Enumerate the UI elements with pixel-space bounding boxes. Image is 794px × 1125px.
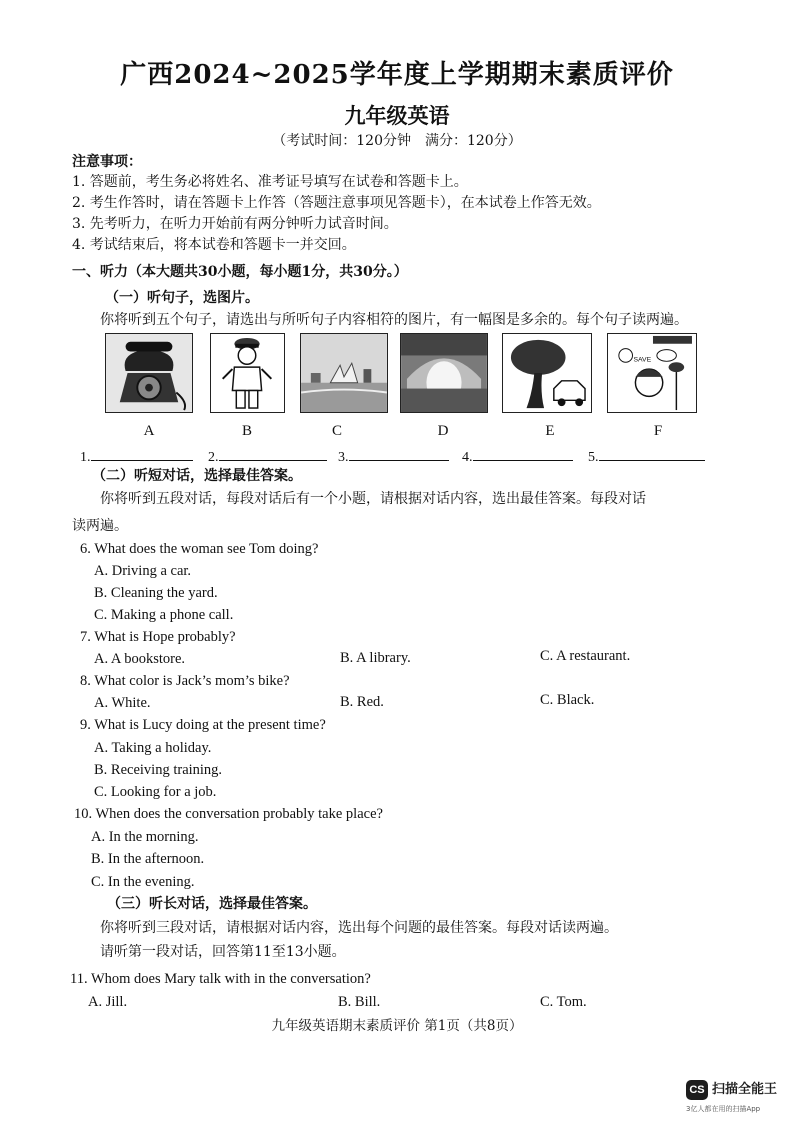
q10-option-a[interactable]: A. In the morning. bbox=[91, 829, 199, 845]
picture-d bbox=[400, 333, 488, 413]
q6-option-a[interactable]: A. Driving a car. bbox=[94, 563, 192, 579]
picture-label-c: C bbox=[331, 423, 342, 439]
picture-label-e: E bbox=[545, 423, 555, 439]
picture-label-a: A bbox=[143, 423, 155, 439]
q6-option-c[interactable]: C. Making a phone call. bbox=[94, 607, 234, 623]
exam-info: （考试时间：120分钟 满分：120分） bbox=[272, 133, 522, 149]
q8-option-b[interactable]: B. Red. bbox=[340, 694, 384, 710]
note-item-2: 2. 考生作答时，请在答题卡上作答（答题注意事项见答题卡），在本试卷上作答无效。 bbox=[72, 195, 601, 211]
part1-instruction: 你将听到五个句子，请选出与所听句子内容相符的图片，有一幅图是多余的。每个句子读两遍。 bbox=[100, 312, 688, 328]
q9-option-b[interactable]: B. Receiving training. bbox=[94, 762, 223, 778]
part1-heading: （一）听句子，选图片。 bbox=[105, 290, 259, 306]
note-item-4: 4. 考试结束后，将本试卷和答题卡一并交回。 bbox=[72, 237, 356, 253]
q11-option-b[interactable]: B. Bill. bbox=[338, 994, 381, 1010]
part3-heading: （三）听长对话，选择最佳答案。 bbox=[107, 896, 317, 912]
part3-sub-instruction: 请听第一段对话，回答第11至13小题。 bbox=[100, 944, 346, 960]
exam-subtitle: 九年级英语 bbox=[344, 103, 450, 128]
answer-blank-4[interactable]: 4. bbox=[462, 446, 573, 466]
q10-option-c[interactable]: C. In the evening. bbox=[91, 874, 195, 890]
picture-label-f: F bbox=[653, 423, 663, 439]
note-item-1: 1. 答题前，考生务必将姓名、准考证号填写在试卷和答题卡上。 bbox=[72, 174, 468, 190]
answer-blank-3[interactable]: 3. bbox=[338, 446, 449, 466]
camscanner-logo-icon: CS bbox=[686, 1080, 708, 1100]
q8-option-a[interactable]: A. White. bbox=[94, 695, 151, 711]
q9-option-c[interactable]: C. Looking for a job. bbox=[94, 784, 217, 800]
q6-option-b[interactable]: B. Cleaning the yard. bbox=[94, 585, 218, 601]
q10-option-b[interactable]: B. In the afternoon. bbox=[91, 851, 205, 867]
picture-a bbox=[105, 333, 193, 413]
q8-option-c[interactable]: C. Black. bbox=[540, 692, 595, 708]
picture-b bbox=[210, 333, 285, 413]
answer-blank-2[interactable]: 2. bbox=[208, 446, 327, 466]
question-9: 9. What is Lucy doing at the present time? bbox=[80, 717, 326, 733]
part2-instruction-1: 你将听到五段对话，每段对话后有一个小题，请根据对话内容，选出最佳答案。每段对话 bbox=[100, 491, 646, 507]
picture-label-b: B bbox=[241, 423, 252, 439]
picture-c bbox=[300, 333, 388, 413]
exam-title: 广西2024~2025学年度上学期期末素质评价 bbox=[120, 60, 674, 90]
q9-option-a[interactable]: A. Taking a holiday. bbox=[94, 740, 212, 756]
q11-option-c[interactable]: C. Tom. bbox=[540, 994, 587, 1010]
question-10: 10. When does the conversation probably take place? bbox=[74, 806, 383, 822]
q7-option-c[interactable]: C. A restaurant. bbox=[540, 648, 631, 664]
note-item-3: 3. 先考听力，在听力开始前有两分钟听力试音时间。 bbox=[72, 216, 398, 232]
city-skyline-icon bbox=[301, 334, 387, 412]
police-officer-icon bbox=[211, 334, 284, 412]
part2-instruction-2: 读两遍。 bbox=[72, 518, 128, 534]
picture-e bbox=[502, 333, 592, 413]
notes-heading: 注意事项： bbox=[72, 154, 142, 170]
camscanner-name: 扫描全能王 bbox=[712, 1082, 778, 1097]
picture-f bbox=[607, 333, 697, 413]
svg-text:SAVE: SAVE bbox=[633, 356, 652, 364]
section-heading: 一、听力（本大题共30小题，每小题1分，共30分。） bbox=[72, 264, 408, 280]
question-6: 6. What does the woman see Tom doing? bbox=[80, 541, 319, 557]
answer-blank-5[interactable]: 5. bbox=[588, 446, 705, 466]
question-11: 11. Whom does Mary talk with in the conversation? bbox=[70, 971, 371, 987]
stone-bridge-icon bbox=[401, 334, 487, 412]
question-8: 8. What color is Jack’s mom’s bike? bbox=[80, 673, 290, 689]
girl-save-energy-icon bbox=[608, 334, 696, 412]
camscanner-slogan: 3亿人都在用的扫描App bbox=[686, 1105, 761, 1113]
q11-option-a[interactable]: A. Jill. bbox=[88, 994, 128, 1010]
picture-label-d: D bbox=[437, 423, 449, 439]
q7-option-b[interactable]: B. A library. bbox=[340, 650, 411, 666]
part2-heading: （二）听短对话，选择最佳答案。 bbox=[92, 468, 302, 484]
telephone-icon bbox=[106, 334, 192, 412]
part3-instruction: 你将听到三段对话，请根据对话内容，选出每个问题的最佳答案。每段对话读两遍。 bbox=[100, 920, 618, 936]
page-footer: 九年级英语期末素质评价 第1页（共8页） bbox=[271, 1018, 523, 1034]
question-7: 7. What is Hope probably? bbox=[80, 629, 236, 645]
q7-option-a[interactable]: A. A bookstore. bbox=[94, 651, 186, 667]
answer-blank-1[interactable]: 1. bbox=[80, 446, 193, 466]
tree-on-car-icon bbox=[503, 334, 591, 412]
